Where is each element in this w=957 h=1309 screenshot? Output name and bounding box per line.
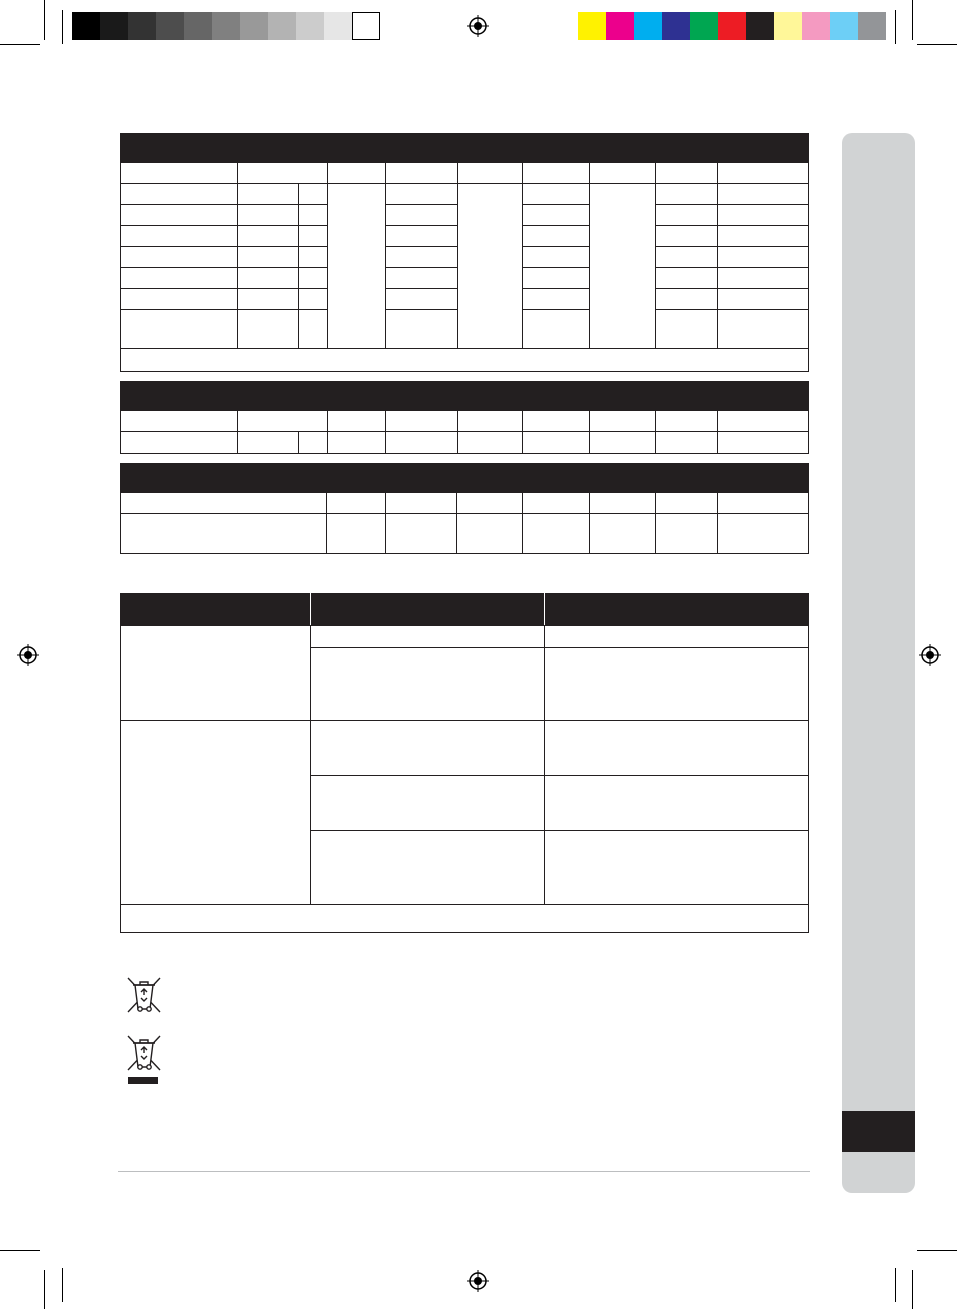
color-swatch [858, 12, 886, 40]
gray-swatch [240, 12, 268, 40]
table-title-bar [120, 463, 809, 492]
crossed-bin-icon [124, 975, 164, 1015]
color-swatch [802, 12, 830, 40]
crossed-bin-with-bar-icon [124, 1033, 164, 1087]
gray-swatch [268, 12, 296, 40]
table-title-bar [120, 133, 809, 162]
gray-swatch [100, 12, 128, 40]
side-tab-marker [842, 1111, 915, 1152]
registration-mark-icon [467, 1270, 489, 1292]
color-swatch [746, 12, 774, 40]
color-swatch [690, 12, 718, 40]
gray-swatch [156, 12, 184, 40]
color-swatch [606, 12, 634, 40]
table-title-bar [120, 381, 809, 410]
color-swatch [634, 12, 662, 40]
gray-swatch [296, 12, 324, 40]
side-tab [842, 133, 915, 1193]
gray-swatch [184, 12, 212, 40]
color-swatch [578, 12, 606, 40]
color-swatch [774, 12, 802, 40]
color-swatch [830, 12, 858, 40]
gray-swatch [324, 12, 352, 40]
gray-swatch [72, 12, 100, 40]
registration-mark-icon [467, 15, 489, 37]
gray-swatch [128, 12, 156, 40]
table-header-row [120, 593, 809, 625]
footer-rule [118, 1171, 810, 1172]
gray-swatch [352, 12, 380, 40]
gray-swatch [212, 12, 240, 40]
registration-mark-icon [17, 644, 39, 666]
color-swatch [662, 12, 690, 40]
registration-mark-icon [919, 644, 941, 666]
color-swatch [718, 12, 746, 40]
